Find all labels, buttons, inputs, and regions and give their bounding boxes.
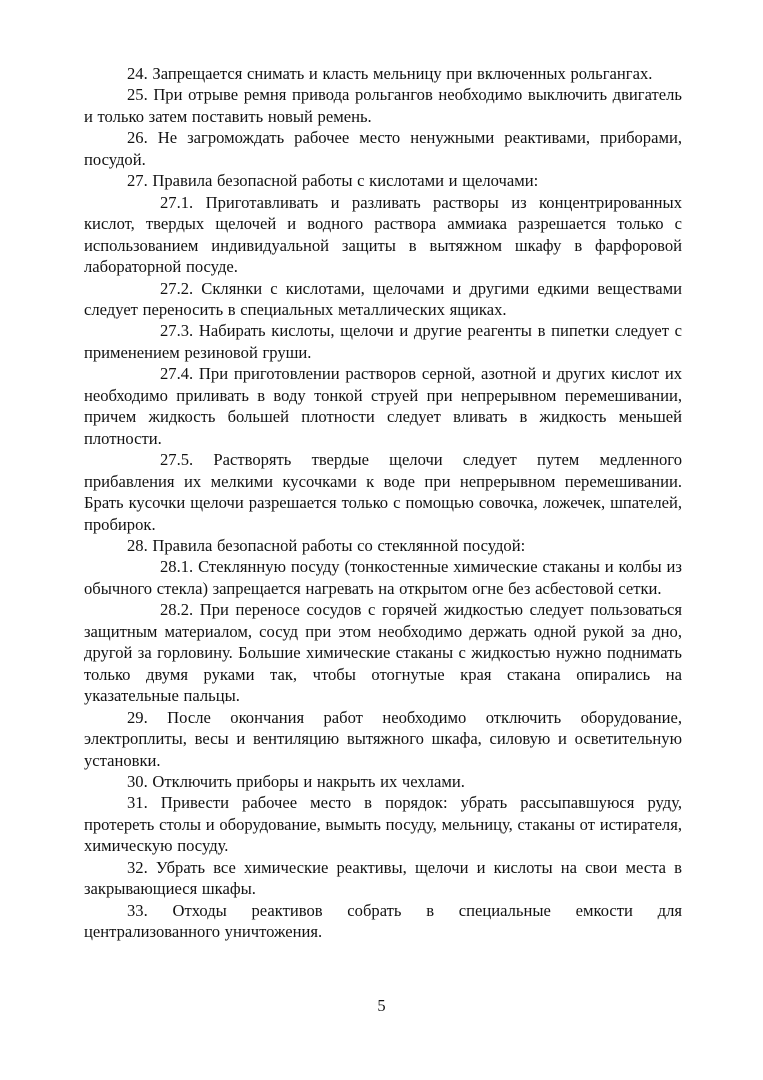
paragraph-31: 31. Привести рабочее место в порядок: убрать рассыпавшуюся руду, протереть столы и оборудование, вымыть посуду, мельницу, стаканы от истирателя, химическую посуду. [84,793,682,856]
paragraph-28: 28. Правила безопасной работы со стеклянной посудой: [127,535,526,555]
paragraph-27-3: 27.3. Набирать кислоты, щелочи и другие реагенты в пипетки следует с применением резиновой груши. [84,321,682,362]
paragraph-27-4: 27.4. При приготовлении растворов серной, азотной и других кислот их необходимо приливать в воду тонкой струей при непрерывном перемешивании, причем жидкость большей плотности следует вливать в жидкость меньшей плотности. [84,364,682,448]
paragraph-27: 27. Правила безопасной работы с кислотами и щелочами: [127,171,539,191]
paragraph-32: 32. Убрать все химические реактивы, щелочи и кислоты на свои места в закрывающиеся шкафы. [84,857,682,899]
paragraph-30: 30. Отключить приборы и накрыть их чехлами. [127,771,465,791]
paragraph-26: 26. Не загромождать рабочее место ненужными реактивами, приборами, посудой. [84,128,682,169]
paragraph-29: 29. После окончания работ необходимо отключить оборудование, электроплиты, весы и вентиляцию вытяжного шкафа, силовую и осветительную установки. [84,707,682,770]
paragraph-27-2: 27.2. Склянки с кислотами, щелочами и другими едкими веществами следует переносить в специальных металлических ящиках. [84,278,682,319]
paragraph-24: 24. Запрещается снимать и класть мельницу при включенных рольгангах. [127,64,653,83]
document-body [84,63,682,943]
page-number: 5 [377,996,386,1015]
paragraph-25: 25. При отрыве ремня привода рольгангов необходимо выключить двигатель и только затем поставить новый ремень. [84,85,682,126]
paragraph-28-1: 28.1. Стеклянную посуду (тонкостенные химические стаканы и колбы из обычного стекла) запрещается нагревать на открытом огне без асбестовой сетки. [84,557,682,598]
paragraph-28-2: 28.2. При переносе сосудов с горячей жидкостью следует пользоваться защитным материалом, сосуд при этом необходимо держать одной рукой за дно, другой за горловину. Большие химические стаканы с жидкостью нужно поднимать только двумя руками так, чтобы отогнутые края стакана опирались на указательные пальцы. [84,600,682,706]
paragraph-27-1: 27.1. Приготавливать и разливать растворы из концентрированных кислот, твердых щелочей и водного раствора аммиака разрешается только с использованием индивидуальной защиты в вытяжном шкафу в фарфоровой лабораторной посуде. [84,192,682,277]
paragraph-33: 33. Отходы реактивов собрать в специальные емкости для централизованного уничтожения. [84,900,682,942]
paragraph-27-5: 27.5. Растворять твердые щелочи следует путем медленного прибавления их мелкими кусочками к воде при непрерывном перемешивании. Брать кусочки щелочи разрешается только с помощью совочка, ложечек, шпателей, пробирок. [84,450,682,534]
